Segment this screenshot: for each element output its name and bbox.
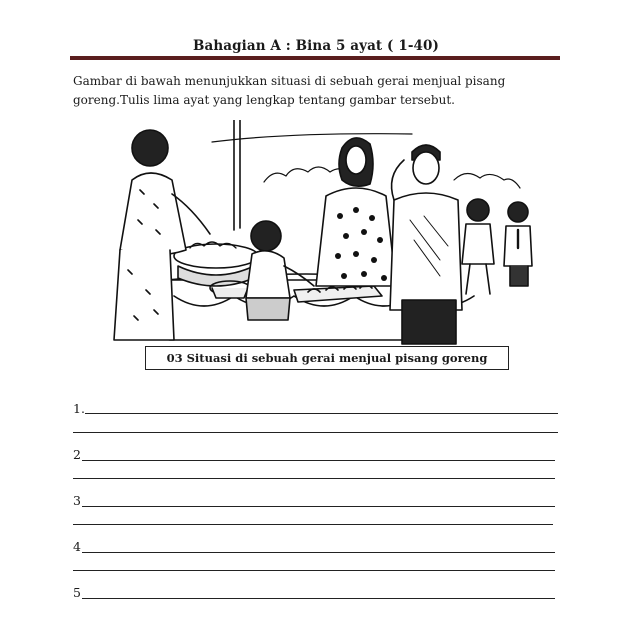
section-title: Bahagian A : Bina 5 ayat ( 1-40) xyxy=(192,38,440,54)
answer-label-5: 5 xyxy=(73,585,81,600)
answer-line[interactable] xyxy=(85,413,558,414)
answer-line[interactable] xyxy=(73,478,555,479)
answer-line[interactable] xyxy=(82,460,555,461)
answer-label-4: 4 xyxy=(73,539,81,554)
answer-line[interactable] xyxy=(73,570,555,571)
answer-line[interactable] xyxy=(82,598,555,599)
answer-line[interactable] xyxy=(82,506,555,507)
answer-line[interactable] xyxy=(73,432,558,433)
picture-caption: 03 Situasi di sebuah gerai menjual pisang goreng xyxy=(145,346,509,370)
answer-label-1: 1. xyxy=(73,401,85,416)
instruction-text: Gambar di bawah menunjukkan situasi di sebuah gerai menjual pisang goreng.Tulis lima ayat yang lengkap tentang gambar tersebut. xyxy=(73,74,506,107)
title-rule xyxy=(70,56,560,60)
answer-label-2: 2 xyxy=(73,447,81,462)
answer-line[interactable] xyxy=(82,552,555,553)
stall-illustration xyxy=(94,120,534,348)
answer-label-3: 3 xyxy=(73,493,81,508)
answer-line[interactable] xyxy=(73,524,553,525)
